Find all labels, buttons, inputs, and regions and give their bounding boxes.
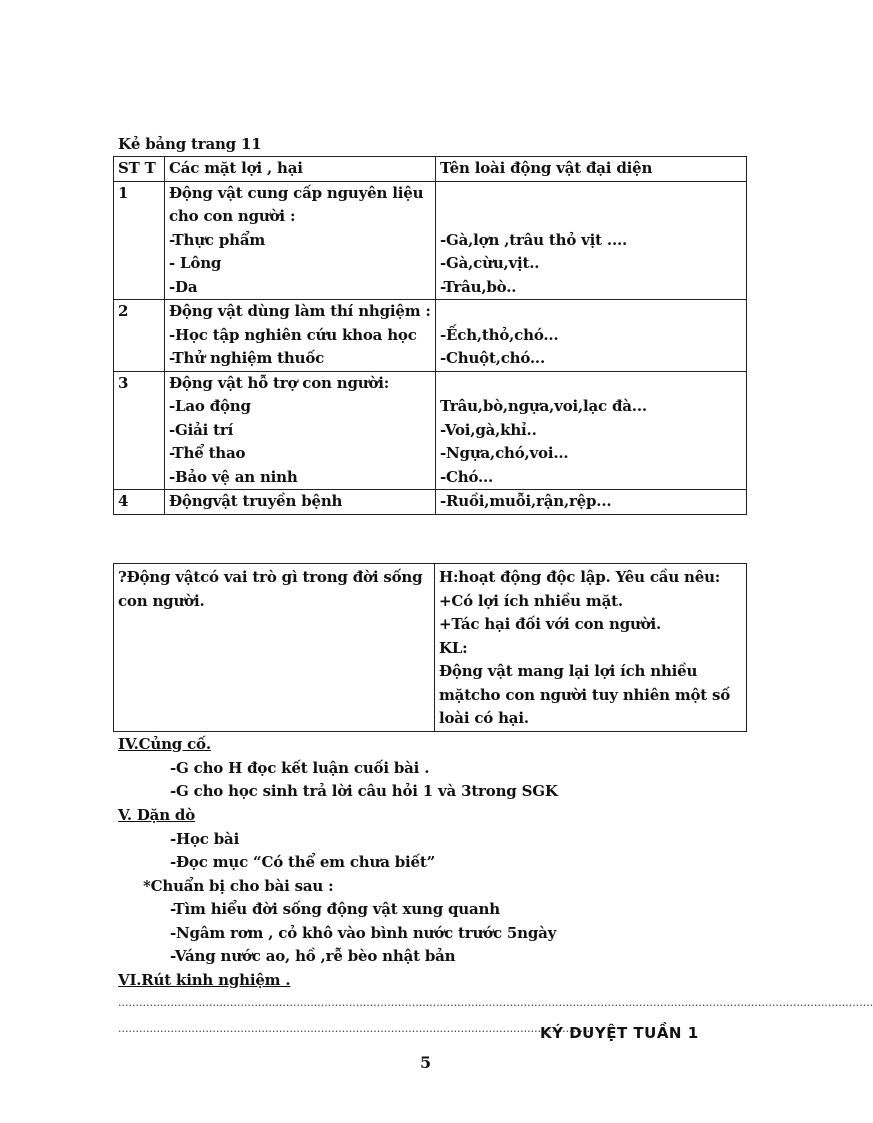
row-description [165,490,436,515]
example-item: -Chuột,chó... [440,349,545,367]
row-title-cont: cho con người : [169,207,296,225]
example-item: Trâu,bò,ngựa,voi,lạc đà... [440,397,647,415]
header-stt [114,157,165,182]
row-examples [436,371,747,490]
answer-line: loài có hại. [439,709,529,727]
row-stt [114,300,165,372]
answer-line: +Tác hại đối với con người. [439,615,662,633]
table-row [114,490,747,515]
row-item: -Da [169,277,198,296]
row-title: Động vật hỗ trợ con người: [169,373,390,392]
prep-item: -Ngâm rơm , cỏ khô vào bình nước trước 5ngày [170,924,557,942]
row-item: -Lao động [169,397,251,415]
question-line: ?Động vậtcó vai trò gì trong đời sống [118,568,423,586]
header-stt-label: ST T [118,159,156,177]
example-item: -Ếch,thỏ,chó... [440,325,559,344]
homework-item: -Học bài [170,830,240,848]
stt-value: 2 [118,302,129,320]
answer-line: Động vật mang lại lợi ích nhiều [439,662,698,680]
example-item: -Ruồi,muỗi,rận,rệp... [440,492,612,510]
homework-item: -Đọc mục “Có thể em chưa biết” [170,853,436,871]
example-item: -Gà,cừu,vịt.. [440,254,540,272]
row-title: Độngvật truyền bệnh [169,492,343,510]
row-item: -Thử nghiệm thuốc [169,349,325,367]
row-examples [436,181,747,300]
header-pros-cons [165,157,436,182]
table-row [114,300,747,372]
header-pros-cons-label: Các mặt lợi , hại [169,159,303,177]
row-item: -Bảo vệ an ninh [169,467,298,486]
homework-heading: V. Dặn dò [118,806,196,824]
row-stt [114,371,165,490]
row-item: -Thể thao [169,444,246,462]
answer-cell [435,564,747,732]
consolidation-item: -G cho học sinh trả lời câu hỏi 1 và 3trong SGK [170,782,558,800]
example-item: -Ngựa,chó,voi... [440,444,569,462]
stt-value: 1 [118,183,129,202]
signature-label: KÝ DUYỆT TUẦN 1 [540,1024,699,1042]
answer-line: mặtcho con người tuy nhiên một số [439,685,731,704]
row-item: - Lông [169,254,222,272]
table-caption: Kẻ bảng trang 11 [118,135,262,153]
consolidation-item: -G cho H đọc kết luận cuối bài . [170,759,430,777]
answer-line: +Có lợi ích nhiều mặt. [439,591,623,610]
answer-line: KL: [439,638,468,657]
answer-line: H:hoạt động độc lập. Yêu cầu nêu: [439,568,721,586]
example-item: -Trâu,bò.. [440,277,517,296]
dotted-line: ........................................................................................................................................................................................................................ [118,996,873,1009]
row-stt [114,181,165,300]
row-examples [436,490,747,515]
row-item: -Học tập nghiên cứu khoa học [169,325,417,344]
header-representative [436,157,747,182]
table-row [114,181,747,300]
question-line: con người. [118,591,205,610]
row-examples [436,300,747,372]
qa-row [114,564,747,732]
question-answer-table [113,563,747,732]
table-header-row [114,157,747,182]
stt-value: 4 [118,492,129,510]
consolidation-heading: IV.Củng cố. [118,735,211,753]
example-item: -Chó... [440,467,494,486]
row-description [165,300,436,372]
row-item: -Giải trí [169,420,234,439]
page-number: 5 [420,1053,432,1072]
dotted-line: ........................................................................................................................................ [118,1022,594,1035]
example-item: -Gà,lợn ,trâu thỏ vịt .... [440,230,628,249]
prep-heading: *Chuẩn bị cho bài sau : [143,877,334,895]
review-heading: VI.Rút kinh nghiệm . [118,971,291,989]
table-row [114,371,747,490]
header-representative-label: Tên loài động vật đại diện [440,159,653,177]
example-item: -Voi,gà,khỉ.. [440,420,537,439]
row-item: -Thực phẩm [169,230,266,249]
row-stt [114,490,165,515]
row-title: Động vật dùng làm thí nhgiệm : [169,302,431,320]
row-title: Động vật cung cấp nguyên liệu [169,183,424,202]
animal-roles-table [113,156,747,515]
prep-item: -Tìm hiểu đời sống động vật xung quanh [170,900,500,918]
prep-item: -Váng nước ao, hồ ,rễ bèo nhật bản [170,947,456,965]
row-description [165,371,436,490]
question-cell [114,564,435,732]
stt-value: 3 [118,373,129,392]
row-description [165,181,436,300]
